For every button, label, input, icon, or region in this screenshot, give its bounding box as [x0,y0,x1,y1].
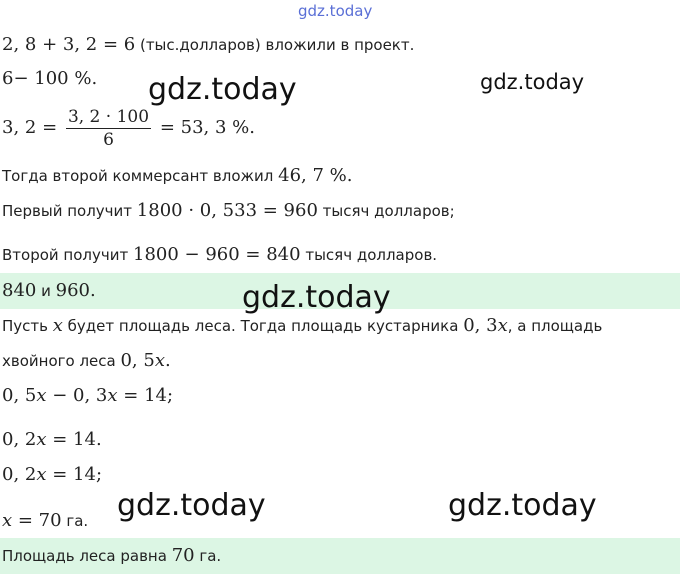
math-expression: 0, 2 [2,464,37,485]
line-text: (тыс.долларов) вложили в проект. [135,36,415,54]
math-variable: x [36,464,47,485]
line-text: га. [61,512,89,530]
watermark: gdz.today [148,72,297,107]
math-expression: = 14. [46,429,102,450]
solution-line-2 [2,68,97,90]
math-expression: 0, 2 [2,429,37,450]
line-text: га. [194,547,222,565]
math-variable: x [497,315,508,336]
math-expression: = 53, 3 %. [159,117,255,138]
math-expression: 1800 · 0, 533 = 960 [136,200,318,221]
line-text: Первый получит [2,202,137,220]
math-expression: 3, 2 = [2,117,58,138]
line-text: Тогда второй коммерсант вложил [2,167,279,185]
math-expression: 0, 3 [463,315,498,336]
fraction-denominator: 6 [103,130,114,150]
math-expression: . [165,350,171,371]
solution-line-1 [2,34,414,56]
fraction [66,106,151,151]
fraction-numerator: 3, 2 · 100 [67,107,150,127]
answer-text [2,280,96,302]
line-text: и [36,282,56,300]
math-expression: 0, 5 [2,385,37,406]
math-variable: x [2,510,13,531]
solution-line-13 [2,510,88,532]
math-variable: x [36,429,47,450]
math-variable: x [107,385,118,406]
line-text: , а площадь [507,317,603,335]
line-text: Площадь леса равна [2,547,172,565]
solution-line-12 [2,464,102,486]
line-text: тысяч долларов. [300,246,438,264]
line-text: хвойного леса [2,352,121,370]
line-text: Второй получит [2,246,133,264]
solution-line-6 [2,244,437,266]
math-expression: = 14; [117,385,174,406]
math-expression: 1800 − 960 = 840 [133,244,301,265]
watermark: gdz.today [117,488,266,523]
math-expression: 46, 7 %. [278,165,353,186]
watermark: gdz.today [448,488,597,523]
math-expression: 2, 8 + 3, 2 = 6 [2,34,136,55]
line-text: Пусть [2,317,53,335]
solution-line-4 [2,165,352,187]
solution-line-10 [2,385,173,407]
math-expression: 840 [2,280,37,301]
math-variable: x [36,385,47,406]
math-variable: x [52,315,63,336]
math-expression: 0, 5 [120,350,155,371]
watermark-top: gdz.today [298,2,373,20]
math-expression: = 70 [12,510,62,531]
solution-line-5 [2,200,455,222]
math-expression: 6− 100 %. [2,68,98,89]
line-text: тысяч долларов; [317,202,455,220]
math-expression: − 0, 3 [46,385,108,406]
solution-line-11 [2,429,102,451]
solution-line-9 [2,350,171,372]
solution-line-8 [2,315,602,337]
watermark: gdz.today [242,280,391,315]
math-expression: 70 [171,545,195,566]
answer-highlight [0,538,680,574]
math-variable: x [154,350,165,371]
watermark: gdz.today [480,70,585,94]
math-expression: 960. [55,280,96,301]
line-text: будет площадь леса. Тогда площадь кустарника [62,317,464,335]
answer-text [2,545,221,567]
math-expression: = 14; [46,464,103,485]
solution-line-3 [2,104,255,152]
